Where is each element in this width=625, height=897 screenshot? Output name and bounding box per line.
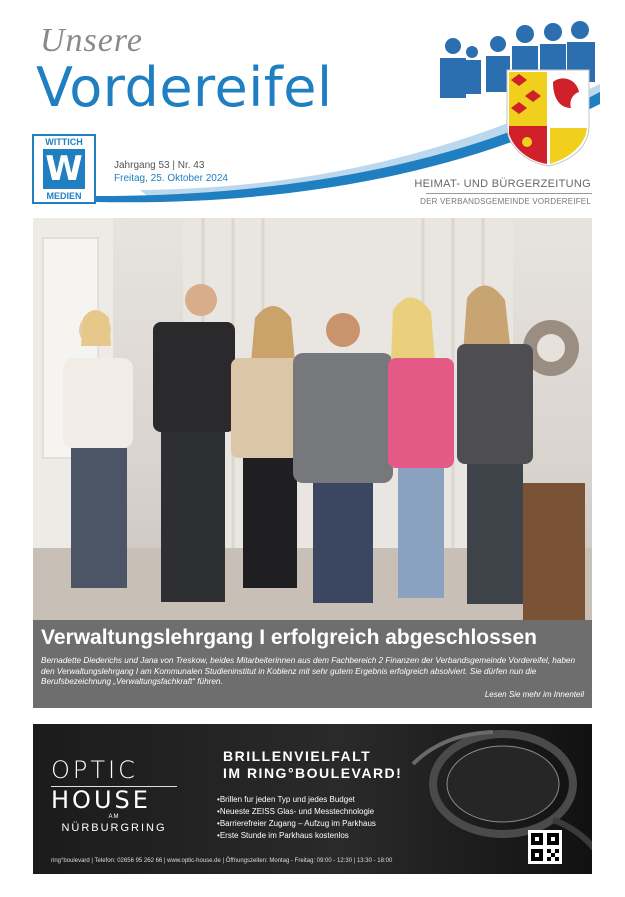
coat-of-arms-icon (507, 70, 589, 166)
group-photo (33, 218, 592, 620)
ad-feature-list (217, 794, 376, 842)
ad-brand-am: AM (108, 814, 120, 820)
issue-number: Jahrgang 53 | Nr. 43 (114, 160, 205, 171)
publisher-logo-bottom: MEDIEN (46, 191, 82, 201)
ad-feature: • Erste Stunde im Parkhaus kostenlos (217, 830, 376, 842)
publisher-logo-top: WITTICH (45, 137, 83, 147)
ad-headline-1: BRILLENVIELFALT (223, 748, 372, 764)
article-caption (33, 620, 592, 708)
ad-feature: • Barrierefreier Zugang – Aufzug im Parkhaus (217, 818, 376, 830)
ad-feature: • Brillen fur jeden Typ und jedes Budget (217, 794, 376, 806)
ad-feature: • Neueste ZEISS Glas- und Messtechnologie (217, 806, 376, 818)
publisher-logo-mark: W (43, 149, 85, 189)
masthead-title-small: Unsere (40, 22, 143, 59)
publisher-logo (32, 134, 96, 204)
qr-code-icon[interactable] (528, 830, 562, 864)
advertisement (33, 724, 592, 874)
tagline-main: HEIMAT- UND BÜRGERZEITUNG (414, 178, 591, 190)
ad-brand-line3: NÜRBURGRING (61, 822, 167, 834)
article-summary: Bernadette Diederichs und Jana von Treskow, beides Mitarbeiterinnen aus dem Fachbereich 2 Finanzen der Verbandsgemeinde Vordereifel, haben den Verwaltungslehrgang I am Kommunalen Studieninstitut in Koblenz mit sehr gutem Ergebnis erfolgreich absolviert. Sie dürfen nun die Berufsbezeichnung „Verwaltungsfachkraft“ führen. (41, 656, 576, 686)
ad-brand-line2: HOUSE (51, 786, 151, 814)
read-more-note: Lesen Sie mehr im Innenteil (484, 690, 584, 699)
issue-date: Freitag, 25. Oktober 2024 (114, 173, 228, 184)
masthead (0, 0, 625, 215)
tagline-divider (426, 193, 592, 194)
article-headline: Verwaltungslehrgang I erfolgreich abgeschlossen (41, 626, 537, 649)
masthead-title: Vordereifel (36, 56, 333, 119)
ad-brand-line1: OPTIC (51, 756, 138, 784)
group-photo-icon (33, 218, 592, 620)
tagline-sub: DER VERBANDSGEMEINDE VORDEREIFEL (420, 197, 591, 206)
ad-headline-2: IM RING°BOULEVARD! (223, 765, 403, 781)
ad-footer-contact: ring°boulevard | Telefon: 02656 95 262 66 | www.optic-house.de | Öffnungszeiten: Montag - Freitag: 09:00 - 12:30 | 13:30 - 18:00 (51, 858, 393, 864)
